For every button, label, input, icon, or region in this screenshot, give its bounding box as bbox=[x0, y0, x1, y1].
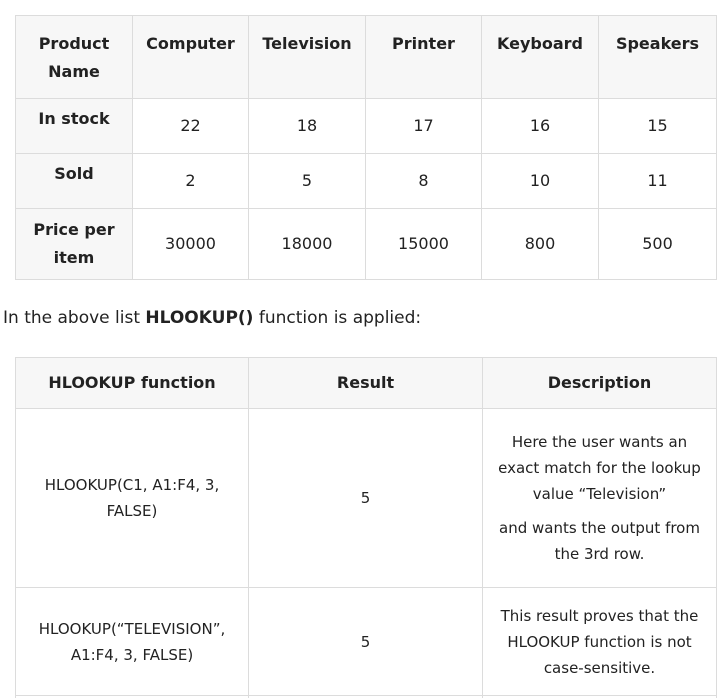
table-row bbox=[16, 209, 717, 280]
table-cell: 10 bbox=[482, 154, 599, 209]
table-cell: 11 bbox=[599, 154, 717, 209]
hlookup-examples-table bbox=[15, 357, 717, 698]
row-label-price-per-item: Price per item bbox=[16, 209, 133, 280]
header-computer: Computer bbox=[133, 16, 249, 99]
table-row bbox=[16, 99, 717, 154]
table-cell: 30000 bbox=[133, 209, 249, 280]
header-hlookup-function: HLOOKUP function bbox=[16, 358, 249, 409]
function-cell: HLOOKUP(“TELEVISION”, A1:F4, 3, FALSE) bbox=[16, 588, 249, 696]
table-cell: 2 bbox=[133, 154, 249, 209]
result-cell: 5 bbox=[249, 409, 483, 588]
table-header-row bbox=[16, 16, 717, 99]
description-text: Here the user wants an exact match for the lookup value “Television” bbox=[498, 433, 701, 503]
header-result: Result bbox=[249, 358, 483, 409]
table-cell: 17 bbox=[366, 99, 482, 154]
header-keyboard: Keyboard bbox=[482, 16, 599, 99]
table-row bbox=[16, 588, 717, 696]
table-row bbox=[16, 154, 717, 209]
intro-function-name: HLOOKUP() bbox=[145, 308, 254, 328]
intro-suffix: function is applied: bbox=[253, 308, 422, 328]
row-label-sold: Sold bbox=[16, 154, 133, 209]
header-printer: Printer bbox=[366, 16, 482, 99]
description-text: and wants the output from the 3rd row. bbox=[499, 519, 700, 563]
table-cell: 18000 bbox=[249, 209, 366, 280]
table-cell: 22 bbox=[133, 99, 249, 154]
table-cell: 800 bbox=[482, 209, 599, 280]
intro-prefix: In the above list bbox=[3, 308, 146, 328]
table-cell: 5 bbox=[249, 154, 366, 209]
header-speakers: Speakers bbox=[599, 16, 717, 99]
description-cell bbox=[483, 409, 717, 588]
table-cell: 15000 bbox=[366, 209, 482, 280]
row-label-in-stock: In stock bbox=[16, 99, 133, 154]
header-television: Television bbox=[249, 16, 366, 99]
table-cell: 18 bbox=[249, 99, 366, 154]
product-stock-table bbox=[15, 15, 717, 280]
function-cell: HLOOKUP(C1, A1:F4, 3, FALSE) bbox=[16, 409, 249, 588]
table-cell: 8 bbox=[366, 154, 482, 209]
table-cell: 500 bbox=[599, 209, 717, 280]
table-cell: 16 bbox=[482, 99, 599, 154]
intro-paragraph bbox=[3, 303, 421, 333]
description-cell bbox=[483, 588, 717, 696]
header-product-name: Product Name bbox=[16, 16, 133, 99]
description-text: This result proves that the HLOOKUP function is not case-sensitive. bbox=[500, 606, 699, 677]
header-description: Description bbox=[483, 358, 717, 409]
table-row bbox=[16, 409, 717, 588]
table-header-row bbox=[16, 358, 717, 409]
result-cell: 5 bbox=[249, 588, 483, 696]
table-cell: 15 bbox=[599, 99, 717, 154]
